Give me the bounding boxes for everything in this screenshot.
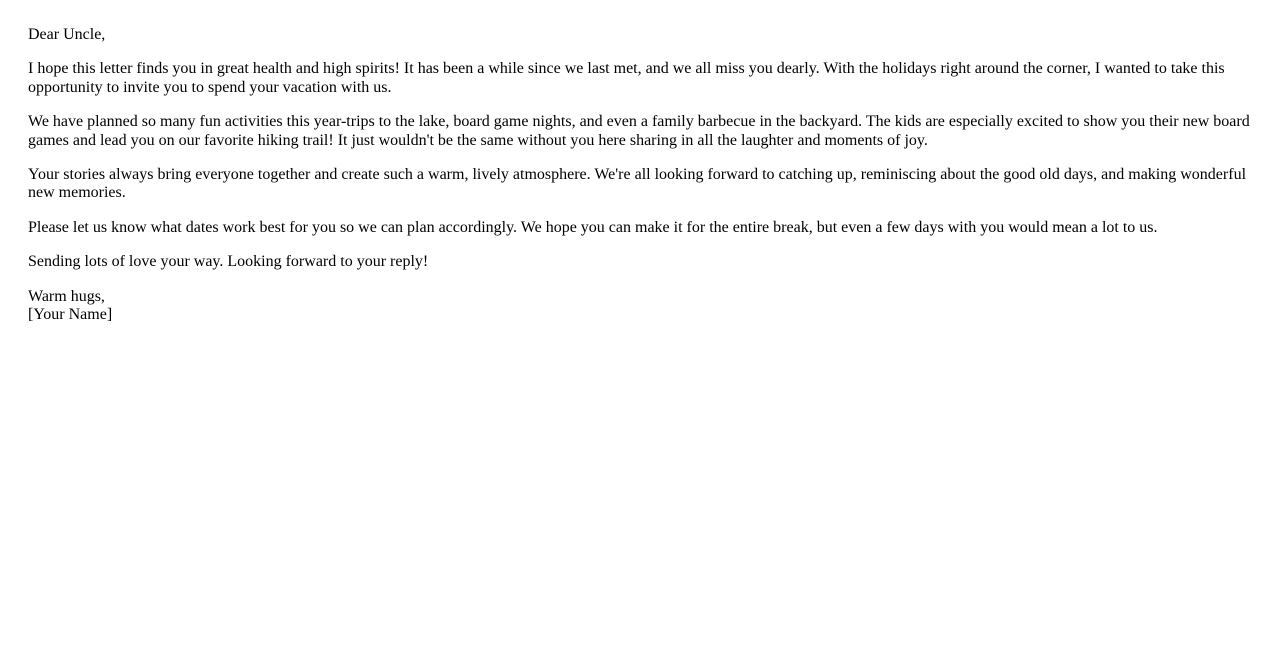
salutation: Dear Uncle, [28,26,106,43]
paragraph-activities: We have planned so many fun activities this year-trips to the lake, board game nights, and even a family barbecue in the backyard. The kids are especially excited to show you their new board games and lead you on our favorite hiking trail! It just wouldn't be the same without you here sharing in all the laughter and moments of joy. [28,113,1250,149]
paragraph-dates: Please let us know what dates work best for you so we can plan accordingly. We hope you can make it for the entire break, but even a few days with you would mean a lot to us. [28,218,1158,236]
letter-document [0,0,1278,324]
signature-placeholder: [Your Name] [28,305,113,323]
paragraph-invitation: I hope this letter finds you in great health and high spirits! It has been a while since we last met, and we all miss you dearly. With the holidays right around the corner, I wanted to take this opportunity to invite you to spend your vacation with us. [28,60,1225,96]
paragraph-farewell: Sending lots of love your way. Looking forward to your reply! [28,253,429,271]
closing-phrase: Warm hugs, [28,287,105,305]
paragraph-stories: Your stories always bring everyone together and create such a warm, lively atmosphere. We're all looking forward to catching up, reminiscing about the good old days, and making wonderful new memories. [28,165,1247,202]
closing-block [28,288,1250,325]
